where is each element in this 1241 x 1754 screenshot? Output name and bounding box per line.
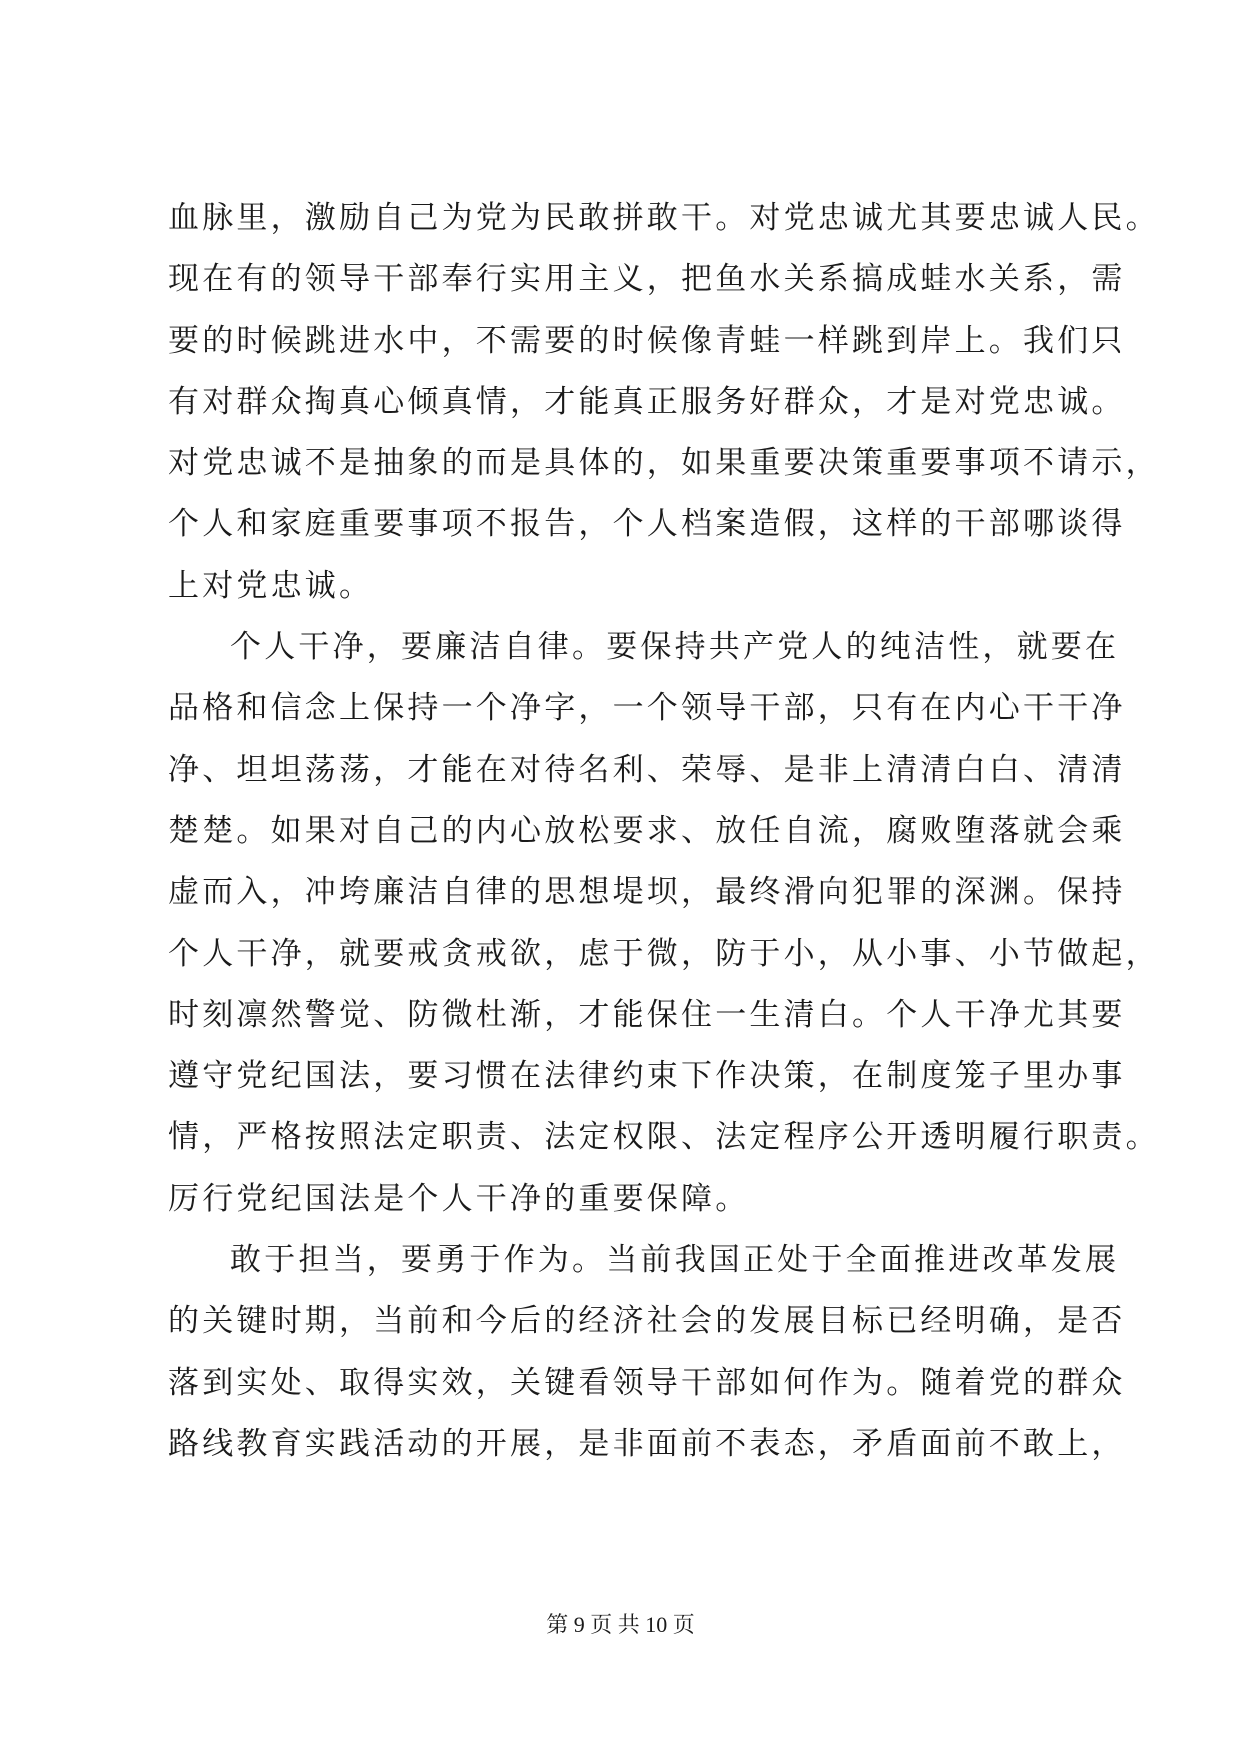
text-line: 个人干净，就要戒贪戒欲，虑于微，防于小，从小事、小节做起，	[168, 935, 1160, 972]
page-number-footer: 第 9 页 共 10 页	[546, 1612, 695, 1637]
text-line: 的关键时期，当前和今后的经济社会的发展目标已经明确，是否	[168, 1303, 1126, 1340]
text-line: 现在有的领导干部奉行实用主义，把鱼水关系搞成蛙水关系，需	[168, 261, 1126, 298]
text-line: 个人和家庭重要事项不报告，个人档案造假，这样的干部哪谈得	[168, 506, 1126, 543]
text-line: 血脉里，激励自己为党为民敢拼敢干。对党忠诚尤其要忠诚人民。	[168, 200, 1160, 236]
text-line: 情，严格按照法定职责、法定权限、法定程序公开透明履行职责。	[168, 1119, 1160, 1156]
text-line: 遵守党纪国法，要习惯在法律约束下作决策，在制度笼子里办事	[168, 1058, 1126, 1095]
text-line: 要的时候跳进水中，不需要的时候像青蛙一样跳到岸上。我们只	[168, 322, 1126, 359]
text-line: 有对群众掏真心倾真情，才能真正服务好群众，才是对党忠诚。	[168, 383, 1126, 420]
text-line: 落到实处、取得实效，关键看领导干部如何作为。随着党的群众	[168, 1364, 1126, 1401]
paragraph-start-line: 敢于担当，要勇于作为。当前我国正处于全面推进改革发展	[230, 1242, 1120, 1279]
body-text	[168, 188, 1160, 1475]
text-line: 净、坦坦荡荡，才能在对待名利、荣辱、是非上清清白白、清清	[168, 751, 1126, 788]
text-line: 品格和信念上保持一个净字，一个领导干部，只有在内心干干净	[168, 690, 1126, 727]
text-line: 路线教育实践活动的开展，是非面前不表态，矛盾面前不敢上，	[168, 1425, 1126, 1462]
text-line: 楚楚。如果对自己的内心放松要求、放任自流，腐败堕落就会乘	[168, 812, 1126, 849]
text-line: 虚而入，冲垮廉洁自律的思想堤坝，最终滑向犯罪的深渊。保持	[168, 874, 1126, 911]
text-line: 厉行党纪国法是个人干净的重要保障。	[168, 1180, 750, 1217]
paragraph-start-line: 个人干净，要廉洁自律。要保持共产党人的纯洁性，就要在	[230, 629, 1120, 666]
text-line: 对党忠诚不是抽象的而是具体的，如果重要决策重要事项不请示，	[168, 445, 1160, 482]
text-line: 上对党忠诚。	[168, 567, 374, 604]
text-line: 时刻凛然警觉、防微杜渐，才能保住一生清白。个人干净尤其要	[168, 996, 1126, 1033]
